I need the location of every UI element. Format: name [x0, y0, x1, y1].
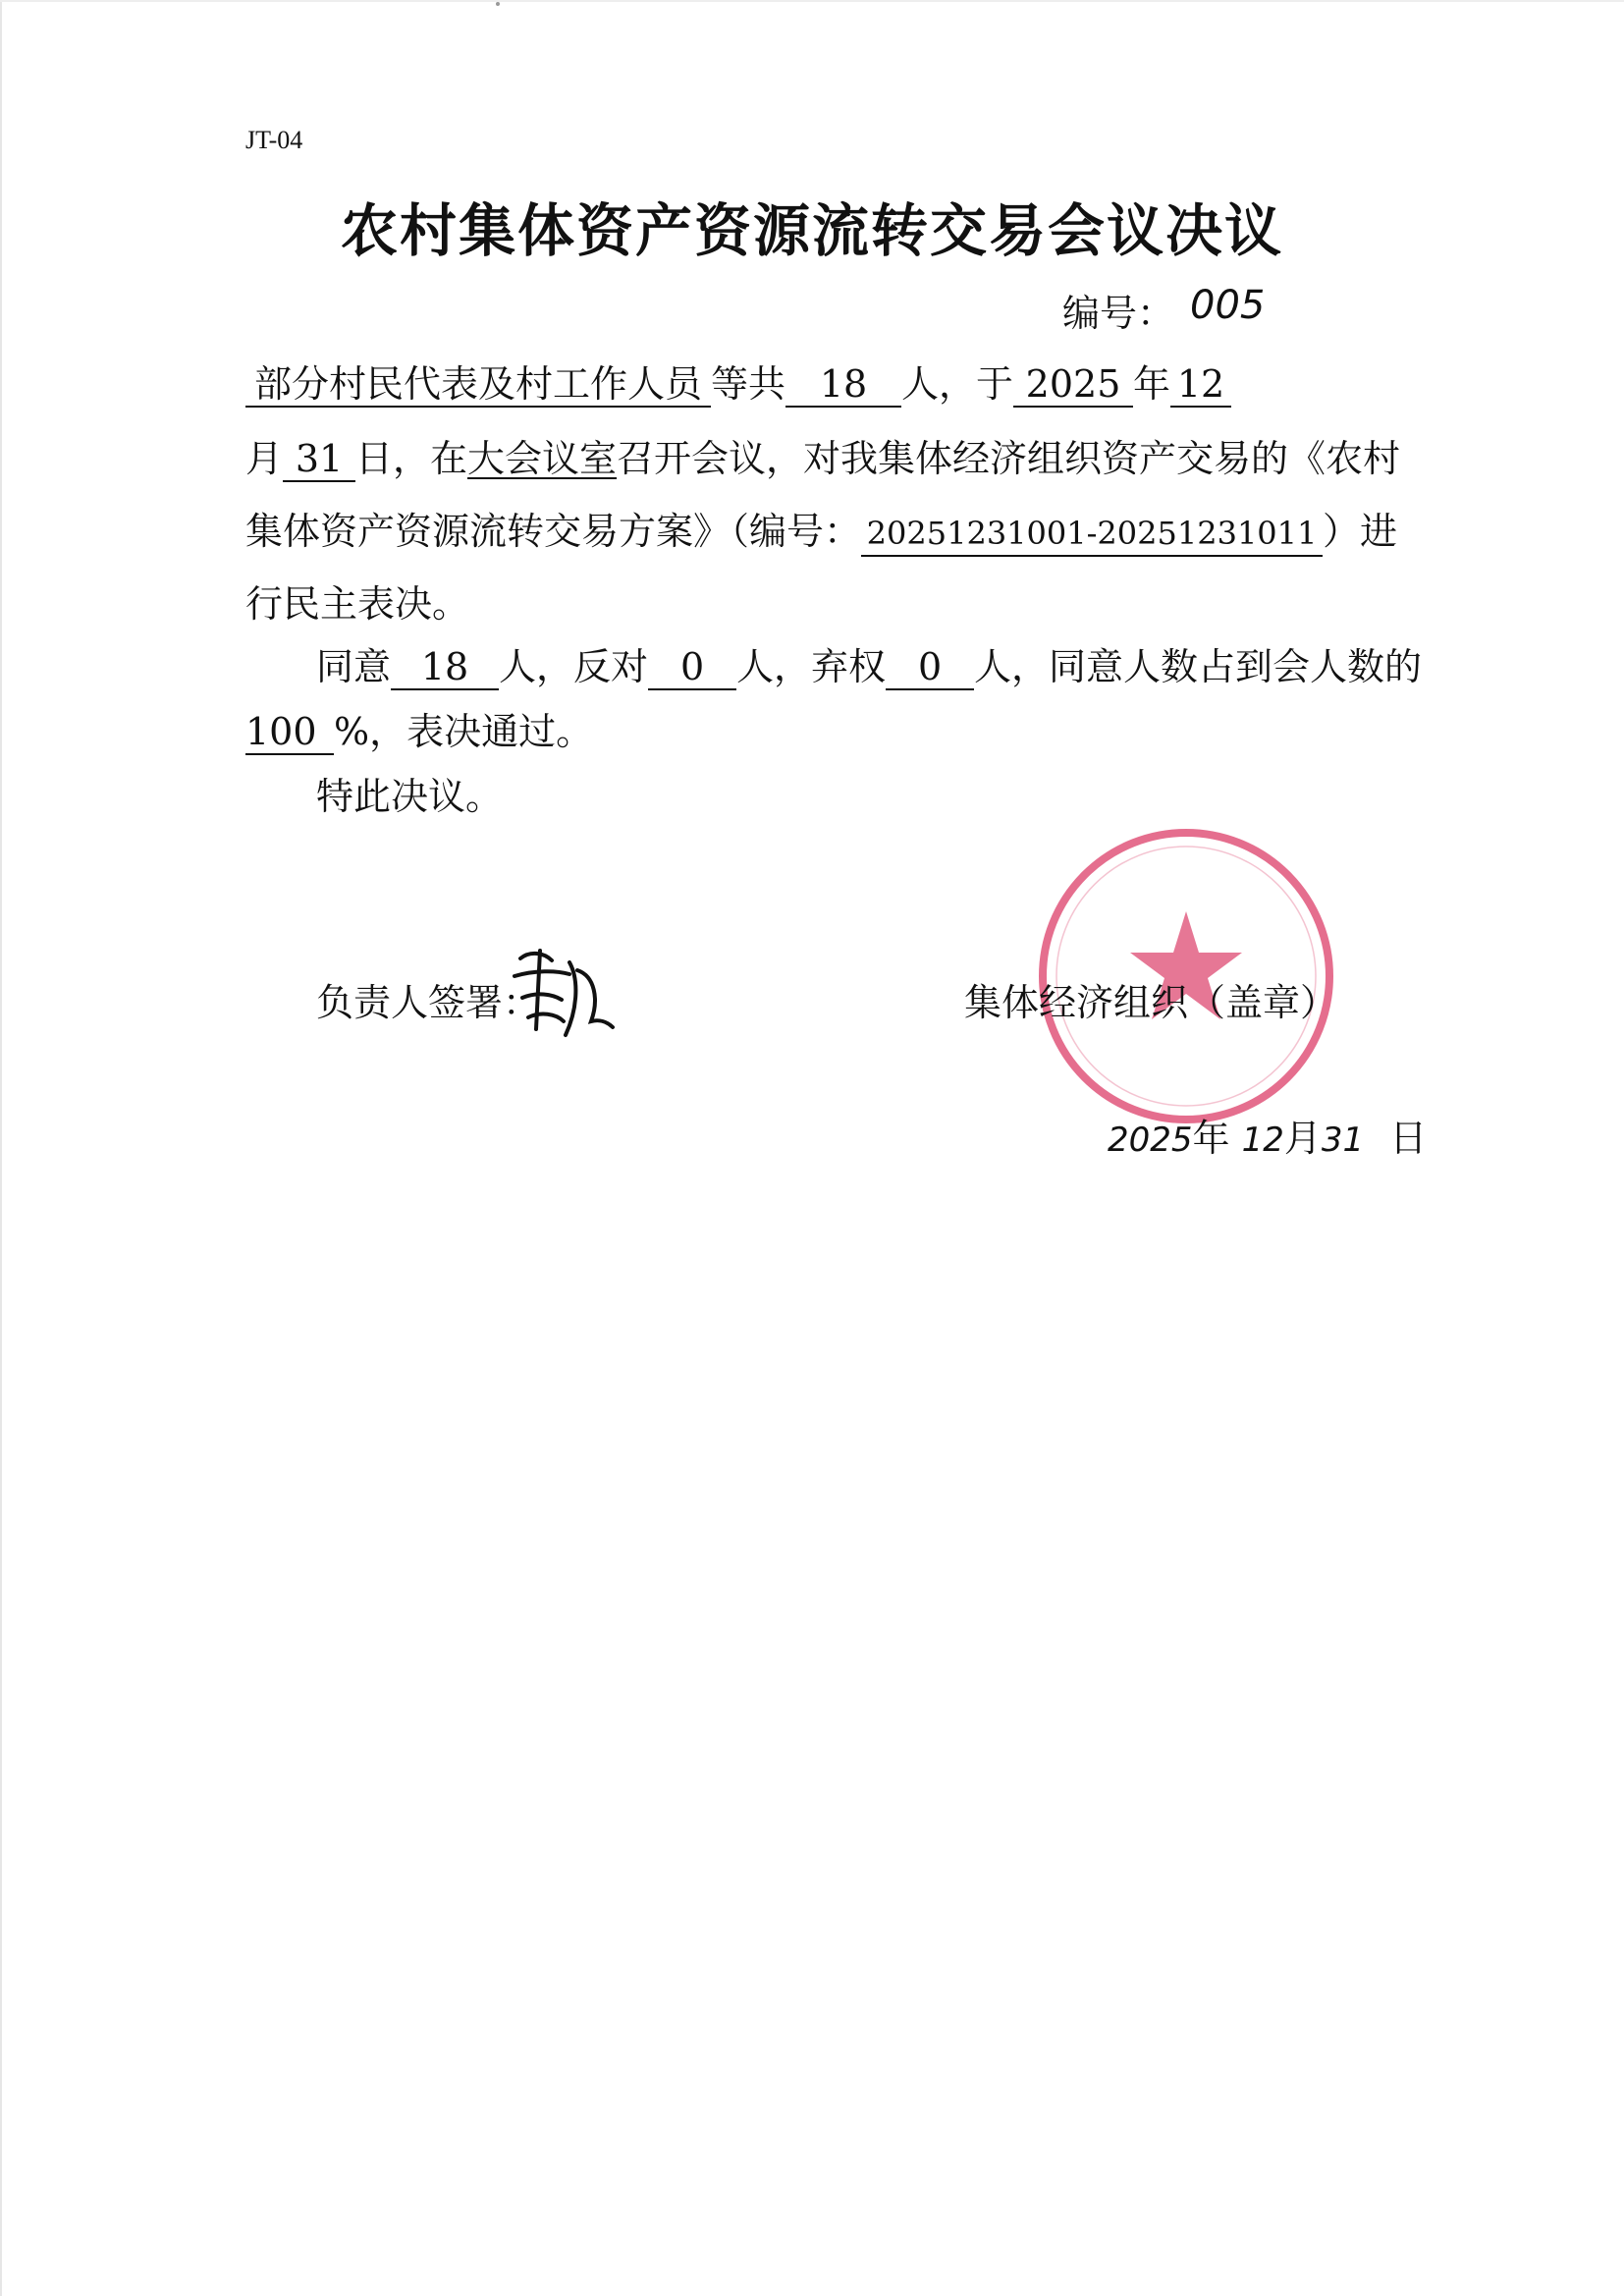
signing-date: 2025年 12月31 日	[1108, 1117, 1428, 1160]
closing-text: 特此决议。	[316, 775, 504, 818]
day-field: 31	[283, 437, 355, 482]
vote-line: 同意 18 人，反对 0 人，弃权 0 人，同意人数占到会人数的	[316, 645, 1423, 688]
signature-label: 负责人签署：	[316, 981, 541, 1024]
attendees-field: 部分村民代表及村工作人员	[245, 362, 711, 408]
body-line-3: 集体资产资源流转交易方案》（编号： 20251231001-20251231011 ）进	[245, 507, 1397, 557]
document-title: 农村集体资产资源流转交易会议决议	[340, 197, 1283, 264]
date-day-handwritten: 31	[1321, 1121, 1365, 1160]
organization-seal-label: 集体经济组织（盖章）	[964, 981, 1338, 1024]
venue-field: 大会议室	[467, 437, 618, 480]
abstain-count-field: 0	[886, 645, 974, 690]
body-line-4: 行民主表决。	[245, 582, 470, 626]
agree-count-field: 18	[391, 645, 499, 690]
month-field: 12	[1170, 362, 1231, 408]
year-field: 2025	[1013, 362, 1133, 408]
handwritten-signature	[501, 941, 619, 1049]
scan-speck	[496, 2, 500, 6]
total-count-field: 18	[785, 362, 901, 408]
form-code: JT-04	[245, 126, 303, 154]
date-year-handwritten: 2025	[1108, 1121, 1193, 1160]
scan-edge	[0, 0, 2, 2296]
plan-number-field: 20251231001-20251231011	[861, 512, 1323, 557]
doc-number-label: 编号：	[1062, 292, 1175, 335]
body-line-2: 月 31 日，在大会议室召开会议，对我集体经济组织资产交易的《农村	[245, 437, 1401, 480]
date-month-handwritten: 12	[1241, 1121, 1284, 1160]
scan-edge-top	[0, 0, 1624, 2]
percent-line: 100 %，表决通过。	[245, 710, 594, 753]
body-line-1: 部分村民代表及村工作人员 等共 18 人，于 2025 年 12	[245, 359, 1231, 409]
percent-field: 100	[245, 710, 334, 755]
oppose-count-field: 0	[648, 645, 736, 690]
doc-number-value: 005	[1190, 283, 1266, 328]
